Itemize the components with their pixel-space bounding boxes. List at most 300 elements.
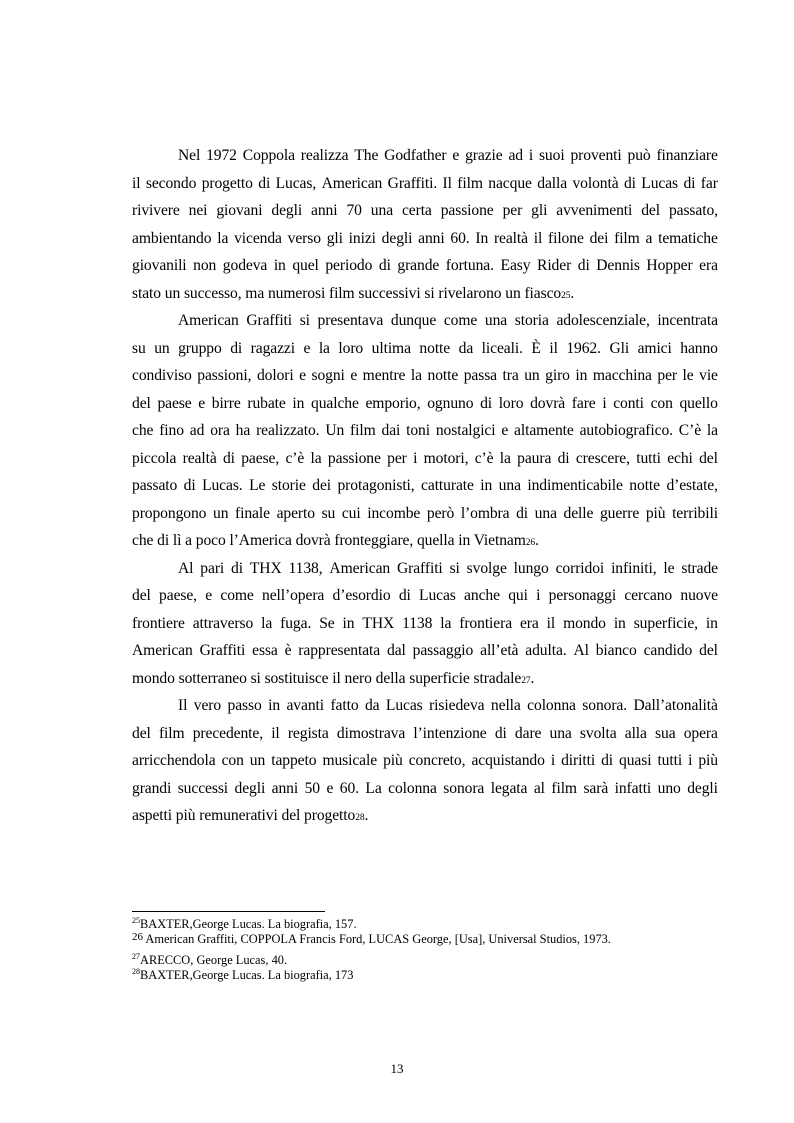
word: essa [252, 642, 278, 659]
word: un [524, 367, 540, 384]
word: quasi [619, 752, 652, 769]
word: cercano [624, 587, 673, 604]
word: verso [287, 229, 321, 247]
word: qui [508, 587, 528, 604]
word: Graffiti [246, 312, 293, 329]
word: gli [326, 229, 343, 247]
word: candido [643, 642, 693, 659]
line-text: che di lì a poco l’America dovrà fronteggiare, quella in Vietnam [132, 532, 526, 549]
word: una [549, 724, 572, 742]
word: piccola [132, 449, 177, 467]
word: attraverso [192, 614, 254, 632]
word: rivivere [132, 202, 180, 219]
word: rubate [247, 394, 286, 412]
word: filone [548, 229, 584, 247]
word: degli [381, 229, 413, 247]
word: ambientando [132, 229, 212, 247]
word: realtà [493, 229, 528, 247]
text-line [132, 175, 718, 203]
word: colonna [527, 697, 576, 714]
word: Gli [609, 339, 630, 357]
word: amici [637, 339, 672, 357]
word: le [682, 367, 694, 384]
word: qualche [311, 394, 359, 412]
word: diritti [561, 752, 596, 769]
word: dunque [390, 312, 437, 329]
word: Lucas. [202, 477, 243, 494]
paragraph [132, 697, 718, 835]
word: birre [211, 394, 241, 412]
word: uno [657, 779, 681, 797]
word: dei [312, 477, 332, 494]
word: tra [502, 367, 519, 384]
word: c’è [285, 449, 305, 467]
word: 70 [346, 202, 362, 219]
footnote-text: BAXTER,George Lucas. La biografia, 157. [140, 917, 357, 931]
word: conti [613, 394, 644, 412]
text-line [132, 752, 718, 780]
word: nell’opera [262, 587, 325, 604]
word: 1972 [206, 147, 237, 164]
word: regista [287, 724, 329, 742]
word: il [271, 724, 280, 742]
word: adolescenziale, [556, 312, 650, 329]
text-line: mondo sotterraneo si sostituisce il nero della superficie stradale 27 . [132, 669, 535, 687]
word: ognuno [427, 394, 474, 412]
word: come [220, 587, 254, 604]
word: e [299, 367, 306, 384]
word: periodo [325, 257, 373, 274]
word: all’età [480, 642, 519, 659]
word: storia [514, 312, 549, 329]
word: incentrata [657, 312, 718, 329]
word: adulta. [525, 642, 567, 659]
word: loro [498, 394, 524, 412]
word: non [193, 257, 217, 274]
word: in [342, 614, 355, 632]
word: svolge [466, 559, 507, 577]
text-line [132, 257, 718, 285]
word: delle [563, 504, 594, 522]
word: successi [177, 779, 229, 797]
word: sonora [443, 779, 485, 797]
text-line [132, 422, 718, 450]
word: sonora. [582, 697, 628, 714]
word: con [650, 394, 673, 412]
word: vie [699, 367, 718, 384]
line-end: . [570, 284, 575, 302]
page-number: 13 [390, 1061, 404, 1076]
word: protagonisti, [337, 477, 415, 494]
word: su [321, 504, 336, 522]
word: The [354, 147, 379, 164]
word: la [706, 422, 718, 439]
word: far [700, 174, 718, 192]
word: Il [442, 174, 452, 192]
word: echi [667, 449, 693, 467]
text-line [132, 202, 718, 230]
word: ora [210, 422, 230, 439]
word: Coppola [242, 147, 295, 164]
word: e [205, 587, 213, 604]
word: quel [292, 257, 319, 274]
word: ha [235, 422, 251, 439]
word: incombe [367, 504, 421, 522]
word: In [475, 229, 489, 247]
word: la [318, 339, 330, 357]
word: in [480, 477, 493, 494]
word: ragazzi [250, 339, 295, 357]
text-line [132, 477, 718, 505]
word: Se [319, 614, 335, 632]
word: i [602, 394, 607, 412]
word: grazie [465, 147, 503, 164]
word: personaggi [548, 587, 617, 604]
line-text: stato un successo, ma numerosi film successivi si rivelarono un fiasco [132, 284, 562, 302]
word: loro [338, 339, 364, 357]
text-line [132, 147, 718, 175]
line-end: . [535, 532, 539, 549]
word: pari [200, 559, 225, 577]
word: emporio, [365, 394, 421, 412]
word: era [519, 614, 539, 632]
word: avanti [286, 697, 324, 714]
word: fare [571, 394, 596, 412]
word: Graffiti. [387, 174, 438, 192]
word: fatto [330, 697, 359, 714]
word: e [350, 367, 358, 384]
word: un [154, 339, 170, 357]
word: più [698, 752, 718, 769]
word: Graffiti [396, 559, 443, 577]
word: Lucas [385, 697, 423, 714]
text-line [132, 560, 718, 588]
word: frontiera [459, 614, 513, 632]
word: in [613, 614, 626, 632]
word: propongono [132, 504, 207, 522]
word: il [546, 614, 556, 632]
word: cui [341, 504, 361, 522]
word: dovrà [530, 394, 566, 412]
word: colonna [388, 779, 437, 797]
word: passione [440, 202, 494, 219]
word: terribili [672, 504, 718, 522]
word: del [132, 394, 151, 412]
word: gli [531, 202, 548, 219]
word: passa [463, 367, 497, 384]
word: di [577, 257, 590, 274]
word: precedente, [192, 724, 264, 742]
word: al [533, 779, 545, 797]
word: un [249, 752, 266, 769]
word: che [132, 422, 154, 439]
word: acquistando [471, 752, 545, 769]
word: guerre [599, 504, 640, 522]
word: e [501, 422, 509, 439]
word: infatti [614, 779, 652, 797]
word: Le [249, 477, 266, 494]
text-line: che di lì a poco l’America dovrà fronteggiare, quella in Vietnam 26 . [132, 532, 539, 549]
word: le [663, 559, 675, 577]
word: di [516, 504, 529, 522]
word: il [132, 174, 141, 192]
word: giovanili [132, 257, 187, 274]
word: in [575, 367, 588, 384]
word: notte [419, 339, 451, 357]
word: bianco [595, 642, 637, 659]
text-line [132, 367, 718, 395]
word: macchina [592, 367, 652, 384]
word: la [310, 449, 322, 467]
word: aperto [276, 504, 315, 522]
body-text [132, 147, 718, 835]
word: il [533, 229, 543, 247]
word: mentre [362, 367, 406, 384]
word: di [623, 174, 636, 192]
word: American [178, 312, 239, 329]
footnote [132, 932, 718, 947]
footnotes [132, 917, 718, 983]
word: concreto, [408, 752, 466, 769]
word: fortuna. [445, 257, 494, 274]
word: proventi [570, 147, 622, 164]
paragraph [132, 147, 718, 312]
word: del [132, 587, 151, 604]
word: dare [514, 724, 542, 742]
word: i [413, 449, 418, 467]
word: il [549, 339, 558, 357]
word: tutti [636, 449, 661, 467]
word: American [329, 559, 391, 577]
word: Un [325, 422, 345, 439]
word: passione [327, 449, 381, 467]
footnote-text: American Graffiti, COPPOLA Francis Ford, LUCAS George, [Usa], Universal Studios, 1973. [145, 932, 611, 946]
word: degli [687, 779, 718, 797]
word: si [449, 559, 460, 577]
line-text: aspetti più remunerativi del progetto [132, 807, 356, 824]
word: presentava [317, 312, 384, 329]
word: c’è [474, 449, 494, 467]
word: di [222, 449, 235, 467]
word: di [183, 477, 196, 494]
word: fuga. [280, 614, 312, 632]
word: opera [683, 724, 718, 742]
word: quello [679, 394, 718, 412]
word: 1138, [288, 559, 323, 577]
word: Godfather [384, 147, 447, 164]
word: del [132, 724, 151, 742]
word: catturate [421, 477, 474, 494]
word: 1962. [566, 339, 601, 357]
text-line: stato un successo, ma numerosi film successivi si rivelarono un fiasco 25 . [132, 284, 575, 302]
word: del [699, 449, 718, 467]
word: film [158, 724, 185, 742]
word: Il [178, 697, 188, 714]
word: lungo [513, 559, 549, 577]
word: d’esordio [332, 587, 391, 604]
word: è [284, 642, 292, 659]
word: anni [418, 229, 445, 247]
word: film [350, 422, 376, 439]
word: si [299, 312, 310, 329]
word: toni [406, 422, 430, 439]
word: nei [188, 202, 208, 219]
word: hanno [680, 339, 718, 357]
word: anni [311, 202, 338, 219]
word: realizza [300, 147, 349, 164]
line-end: . [530, 669, 535, 687]
word: anche [464, 587, 500, 604]
word: l’ombra [460, 504, 510, 522]
word: dei [589, 229, 609, 247]
word: nuove [680, 587, 718, 604]
word: strade [681, 559, 718, 577]
word: giovani [216, 202, 263, 219]
word: 60. [339, 779, 359, 797]
word: e [326, 779, 334, 797]
word: da [364, 697, 380, 714]
footnote [132, 968, 718, 983]
word: mondo [563, 614, 606, 632]
word: La [365, 779, 382, 797]
text-line [132, 312, 718, 340]
word: di [494, 724, 507, 742]
footnote-number: 28 [132, 967, 140, 976]
word: superficie, [633, 614, 698, 632]
word: Hopper [646, 257, 693, 274]
word: la [410, 367, 422, 384]
word: sogni [311, 367, 345, 384]
word: Al [573, 642, 589, 659]
word: finanziare [656, 147, 718, 164]
text-line [132, 780, 718, 808]
word: era [699, 257, 718, 274]
word: THX [249, 559, 282, 577]
word: per [657, 367, 677, 384]
text-line [132, 340, 718, 368]
word: C’è [678, 422, 702, 439]
text-line [132, 642, 718, 670]
word: Graffiti [199, 642, 246, 659]
word: una [498, 477, 521, 494]
word: in [292, 394, 305, 412]
word: dalla [537, 174, 568, 192]
word: però [426, 504, 455, 522]
word: di [378, 257, 391, 274]
word: arricchendola [132, 752, 216, 769]
word: per [387, 449, 407, 467]
word: 60. [450, 229, 470, 247]
footnote-text: ARECCO, George Lucas, 40. [140, 953, 288, 967]
word: degli [234, 779, 266, 797]
text-line [132, 725, 718, 753]
word: più [645, 504, 666, 522]
word: finale [235, 504, 270, 522]
word: di [601, 752, 613, 769]
word: una [534, 504, 557, 522]
word: storie [271, 477, 306, 494]
word: giro [545, 367, 570, 384]
footnote-text: BAXTER,George Lucas. La biografia, 173 [140, 968, 354, 982]
word: di [557, 449, 570, 467]
word: Lucas, [275, 174, 317, 192]
word: paese, [159, 587, 197, 604]
word: 50 [304, 779, 320, 797]
word: Rider [537, 257, 572, 274]
word: crescere, [575, 449, 630, 467]
word: e [303, 339, 311, 357]
word: film [457, 174, 483, 192]
word: i [536, 587, 541, 604]
word: gruppo [178, 339, 222, 357]
word: liceali. [481, 339, 523, 357]
word: inizi [348, 229, 376, 247]
word: può [627, 147, 651, 164]
word: paura [517, 449, 552, 467]
word: film [551, 779, 577, 797]
word: da [458, 339, 474, 357]
text-line [132, 587, 718, 615]
word: dimostrava [336, 724, 406, 742]
word: la [261, 614, 273, 632]
word: dai [381, 422, 401, 439]
word: la [499, 449, 511, 467]
word: Lucas [641, 174, 679, 192]
word: la [440, 614, 452, 632]
word: l’intenzione [413, 724, 487, 742]
word: di [258, 174, 271, 192]
word: suoi [538, 147, 565, 164]
word: nella [490, 697, 521, 714]
word: condiviso [132, 367, 192, 384]
word: svolta [579, 724, 617, 742]
word: paese, [241, 449, 280, 467]
word: la [217, 229, 229, 247]
word: notte [629, 477, 660, 494]
word: risiedeva [429, 697, 485, 714]
word: tematiche [658, 229, 718, 247]
text-line [132, 505, 718, 533]
word: realtà [182, 449, 217, 467]
word: e [198, 394, 206, 412]
word: American [321, 174, 383, 192]
word: di [480, 394, 493, 412]
word: sarà [583, 779, 609, 797]
word: nostalgici [435, 422, 496, 439]
word: fino [159, 422, 184, 439]
word: rappresentata [298, 642, 381, 659]
word: passioni, [197, 367, 252, 384]
word: un [213, 504, 229, 522]
word: autobiografico. [579, 422, 673, 439]
word: dal [387, 642, 406, 659]
word: Dall’atonalità [633, 697, 718, 714]
word: realizzato. [256, 422, 320, 439]
word: di [230, 339, 243, 357]
word: corridoi [555, 559, 605, 577]
word: certa [401, 202, 432, 219]
word: sua [655, 724, 676, 742]
word: nacque [488, 174, 532, 192]
word: in [705, 614, 718, 632]
word: È [531, 339, 541, 357]
word: d’estate, [666, 477, 718, 494]
word: i [688, 752, 693, 769]
word: grandi [132, 779, 172, 797]
footnote-number: 27 [132, 952, 140, 961]
word: passo [227, 697, 262, 714]
word: anni [271, 779, 299, 797]
